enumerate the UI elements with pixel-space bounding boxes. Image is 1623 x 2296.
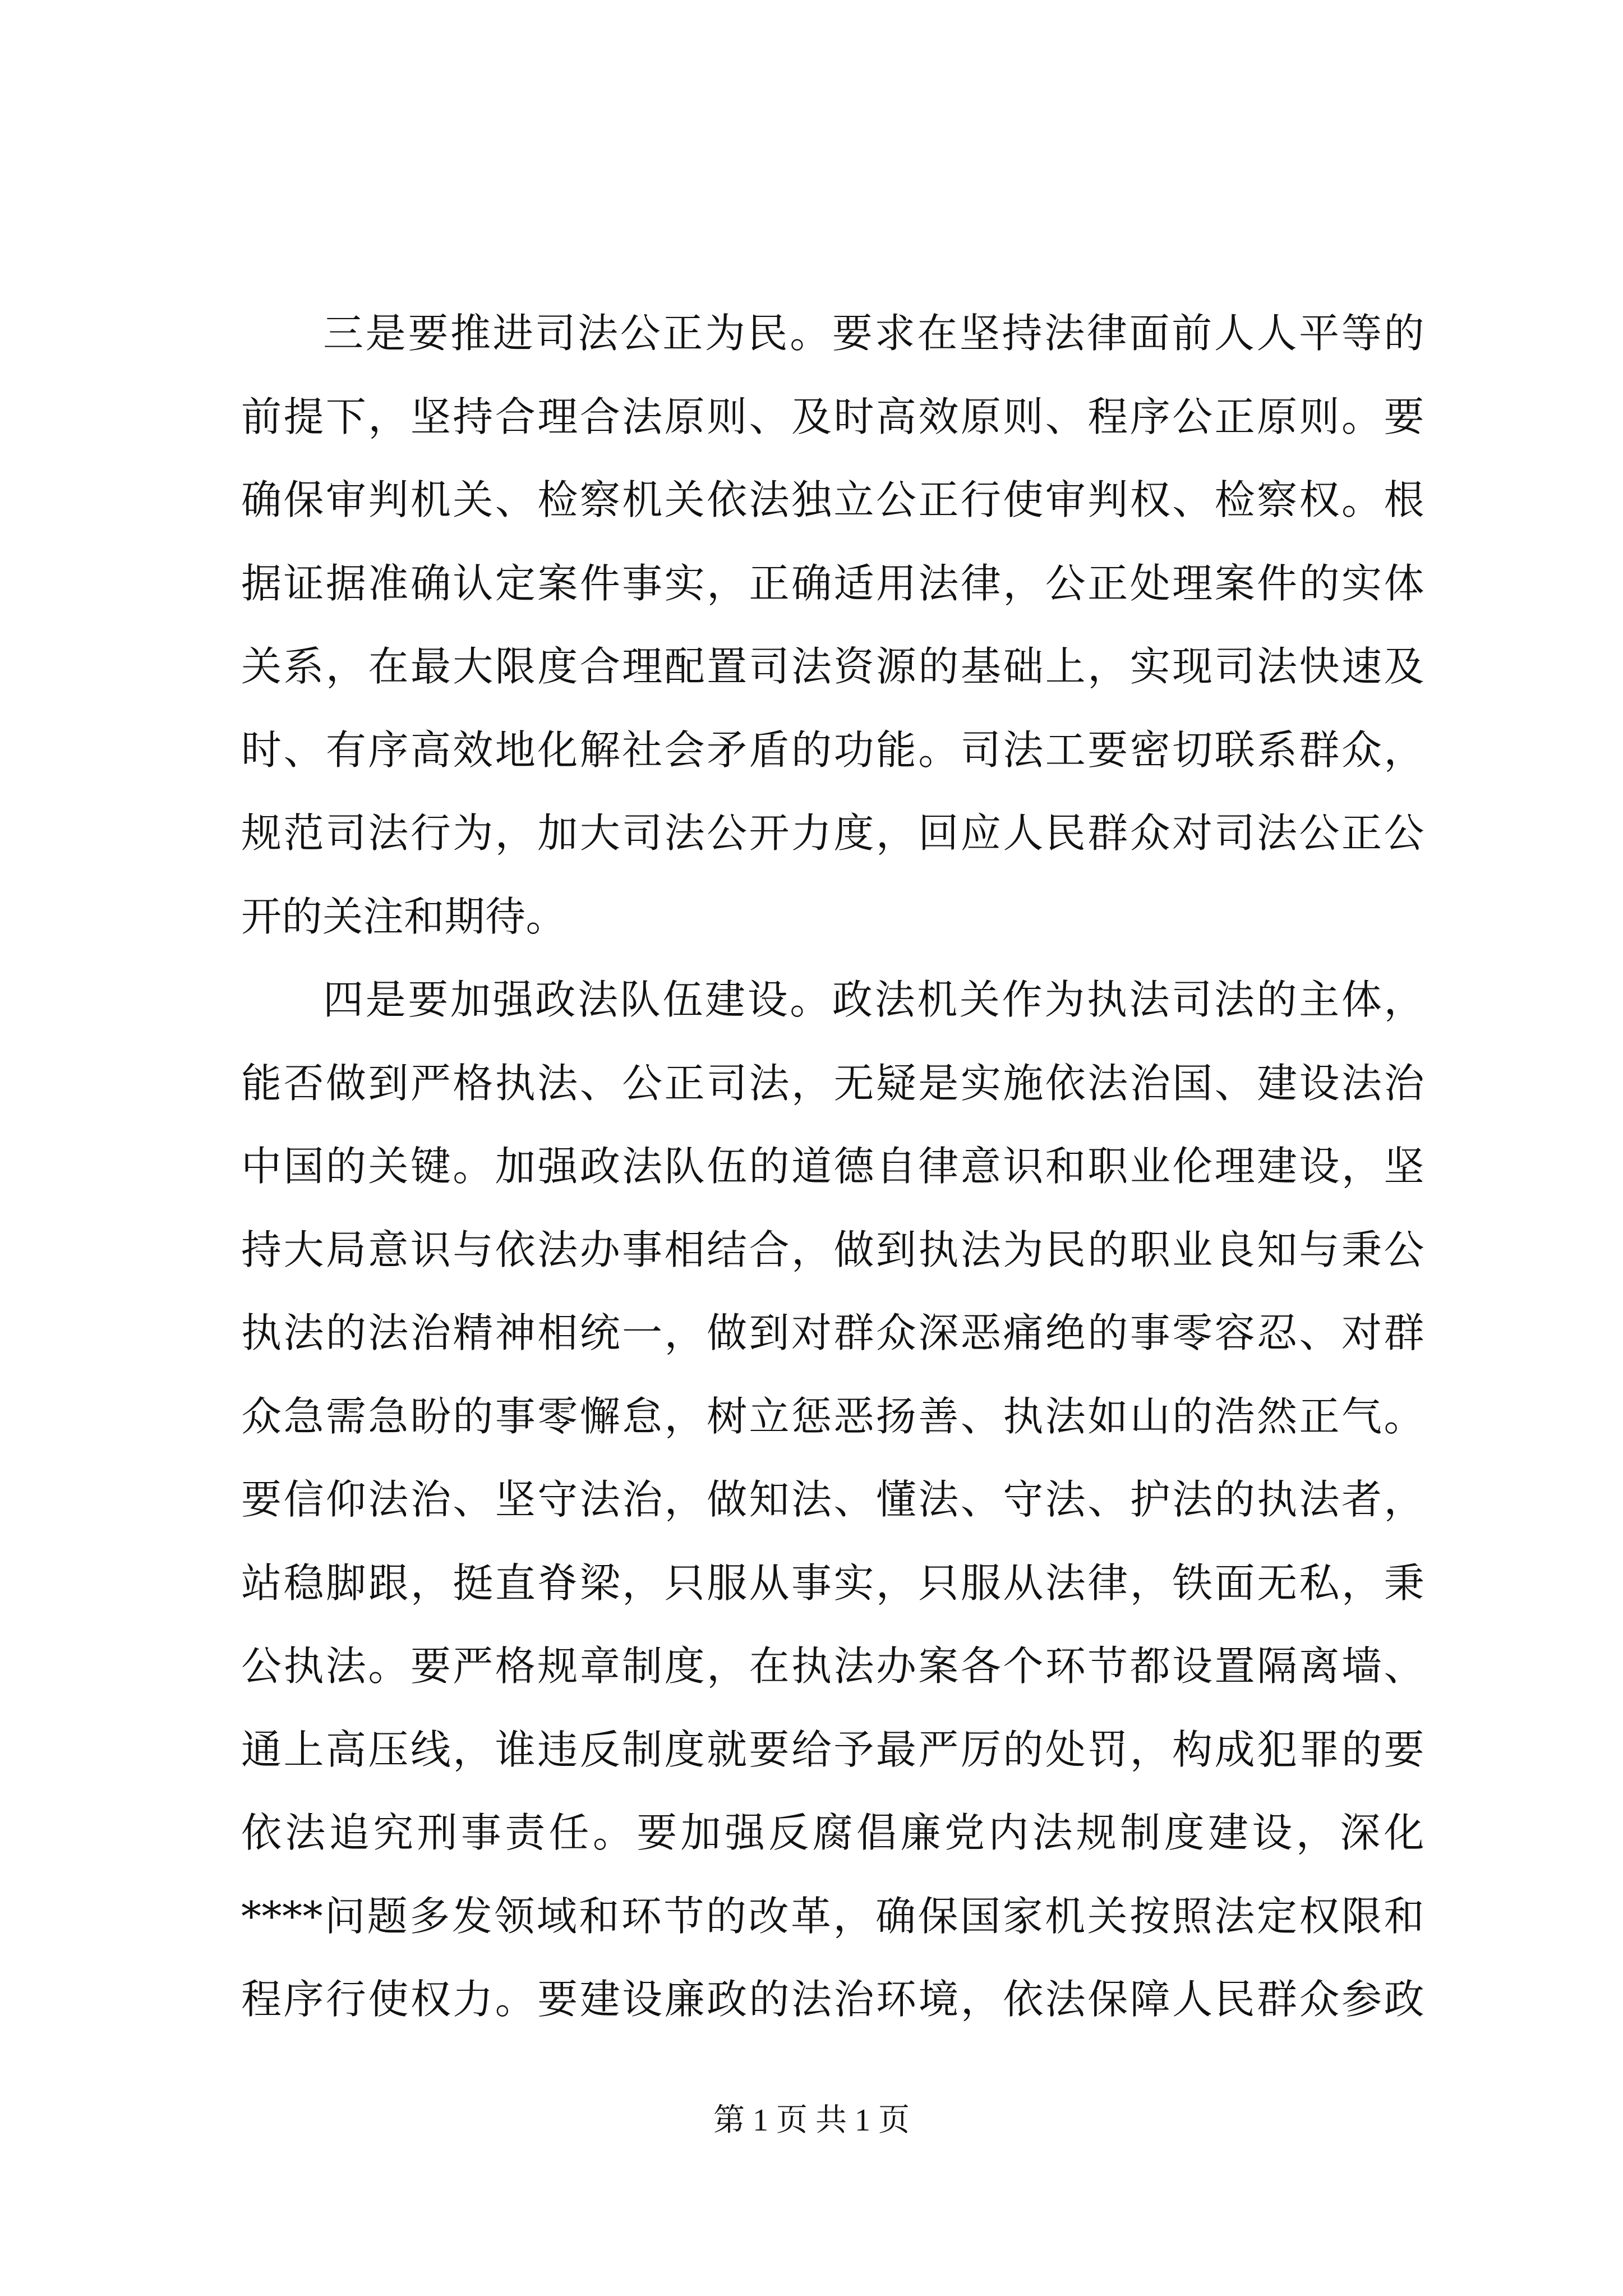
text-line: 通上高压线，谁违反制度就要给予最严厉的处罚，构成犯罪的要 xyxy=(241,1726,1424,1773)
text-line: 时、有序高效地化解社会矛盾的功能。司法工要密切联系群众， xyxy=(241,726,1424,774)
text-line: 四是要加强政法队伍建设。政法机关作为执法司法的主体， xyxy=(323,976,1424,1023)
text-line: 众急需急盼的事零懈怠，树立惩恶扬善、执法如山的浩然正气。 xyxy=(241,1392,1424,1440)
text-line: 公执法。要严格规章制度，在执法办案各个环节都设置隔离墙、 xyxy=(241,1642,1424,1690)
document-body xyxy=(241,292,1424,2041)
text-line: 前提下，坚持合理合法原则、及时高效原则、程序公正原则。要 xyxy=(241,393,1424,440)
text-line: ****问题多发领域和环节的改革，确保国家机关按照法定权限和 xyxy=(241,1892,1424,1940)
text-line: 站稳脚跟，挺直脊梁，只服从事实，只服从法律，铁面无私，秉 xyxy=(241,1559,1424,1607)
text-line: 开的关注和期待。 xyxy=(241,892,567,940)
text-line: 程序行使权力。要建设廉政的法治环境，依法保障人民群众参政 xyxy=(241,1976,1424,2023)
text-line: 依法追究刑事责任。要加强反腐倡廉党内法规制度建设，深化 xyxy=(241,1809,1424,1856)
text-line: 据证据准确认定案件事实，正确适用法律，公正处理案件的实体 xyxy=(241,559,1424,607)
text-line: 规范司法行为，加大司法公开力度，回应人民群众对司法公正公 xyxy=(241,809,1424,857)
text-line: 确保审判机关、检察机关依法独立公正行使审判权、检察权。根 xyxy=(241,476,1424,523)
page-footer xyxy=(0,2098,1623,2143)
page-number-label: 第 1 页 共 1 页 xyxy=(713,2103,910,2138)
text-line: 关系，在最大限度合理配置司法资源的基础上，实现司法快速及 xyxy=(241,643,1424,690)
text-line: 能否做到严格执法、公正司法，无疑是实施依法治国、建设法治 xyxy=(241,1059,1424,1107)
text-line: 执法的法治精神相统一，做到对群众深恶痛绝的事零容忍、对群 xyxy=(241,1309,1424,1356)
text-line: 三是要推进司法公正为民。要求在坚持法律面前人人平等的 xyxy=(323,310,1424,357)
text-line: 中国的关键。加强政法队伍的道德自律意识和职业伦理建设，坚 xyxy=(241,1143,1424,1190)
text-line: 持大局意识与依法办事相结合，做到执法为民的职业良知与秉公 xyxy=(241,1226,1424,1273)
text-line: 要信仰法治、坚守法治，做知法、懂法、守法、护法的执法者， xyxy=(241,1476,1424,1523)
